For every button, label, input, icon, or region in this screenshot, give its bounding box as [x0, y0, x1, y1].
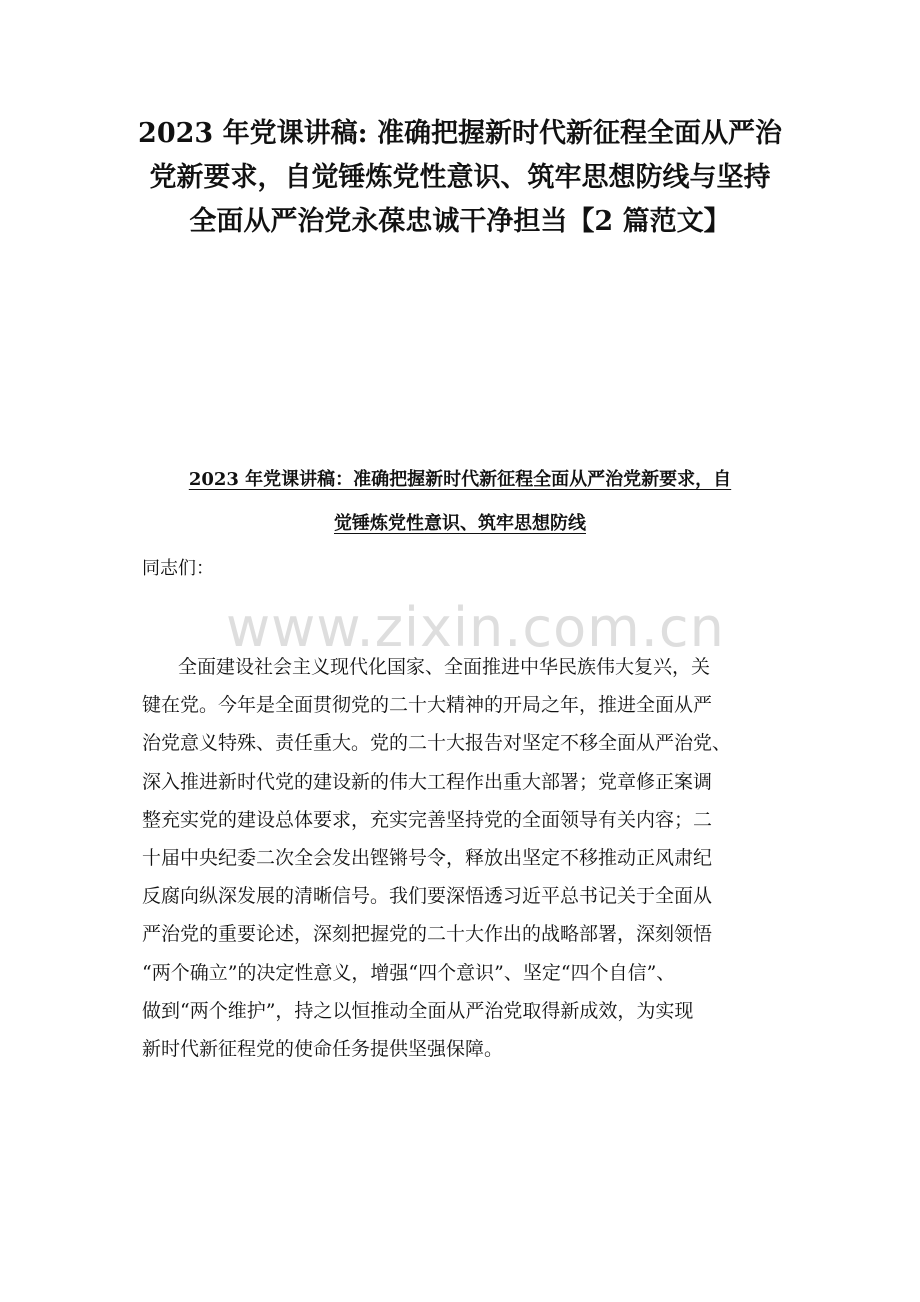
document-title-line: 全面从严治党永葆忠诚干净担当【2 篇范文】 [189, 206, 731, 237]
document-title-line: 党新要求，自觉锤炼党性意识、筑牢思想防线与坚持 [149, 162, 771, 193]
section-title [120, 458, 800, 546]
salutation: 同志们： [142, 558, 214, 579]
paragraph-line: 整充实党的建设总体要求，充实完善坚持党的全面领导有关内容；二 [142, 808, 713, 831]
paragraph-line: 十届中央纪委二次全会发出铿锵号令，释放出坚定不移推动正风肃纪 [142, 847, 713, 870]
watermark-text: www.zixin.com.cn [226, 596, 725, 659]
paragraph-line: 做到“两个维护”，持之以恒推动全面从严治党取得新成效，为实现 [142, 999, 694, 1022]
section-title-line: 2023 年党课讲稿：准确把握新时代新征程全面从严治党新要求，自 [188, 469, 732, 490]
paragraph-line: 新时代新征程党的使命任务提供坚强保障。 [142, 1038, 504, 1061]
document-title-line: 2023 年党课讲稿: 准确把握新时代新征程全面从严治 [138, 118, 782, 149]
paragraph-line: “两个确立”的决定性意义，增强“四个意识”、坚定“四个自信”、 [142, 961, 676, 984]
section-title-line-wrap [120, 458, 800, 502]
paragraph-line: 反腐向纵深发展的清晰信号。我们要深悟透习近平总书记关于全面从 [142, 885, 713, 908]
document-title [100, 112, 820, 244]
body-paragraph [142, 648, 782, 1068]
paragraph-line: 全面建设社会主义现代化国家、全面推进中华民族伟大复兴，关 [178, 656, 711, 678]
section-title-line: 觉锤炼党性意识、筑牢思想防线 [334, 513, 586, 534]
paragraph-line: 治党意义特殊、责任重大。党的二十大报告对坚定不移全面从严治党、 [142, 732, 732, 755]
paragraph-line: 严治党的重要论述，深刻把握党的二十大作出的战略部署，深刻领悟 [142, 923, 713, 946]
paragraph-line: 深入推进新时代党的建设新的伟大工程作出重大部署；党章修正案调 [142, 770, 713, 793]
section-title-line-wrap [120, 502, 800, 546]
paragraph-line: 键在党。今年是全面贯彻党的二十大精神的开局之年，推进全面从严 [142, 694, 713, 717]
